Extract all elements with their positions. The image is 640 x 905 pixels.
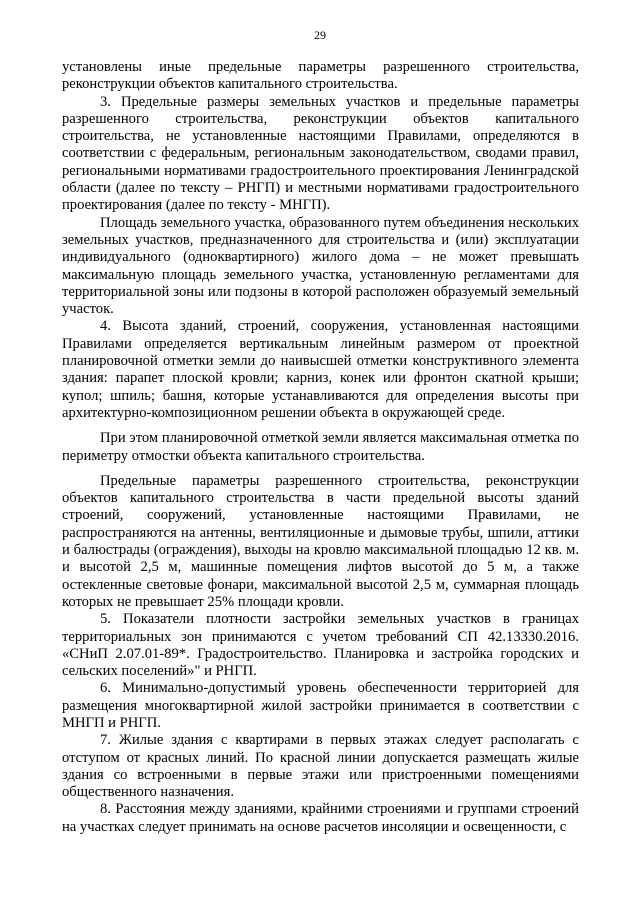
document-body [62,59,579,836]
paragraph-item-3: 3. Предельные размеры земельных участков и предельные параметры разрешенного строительства, реконструкции объектов капитального строительства, не установленные настоящими Правилами, определяются в соответствии с федеральным, региональным законодательством, сводами правил, региональными нормативами градостроительного проектирования Ленинградской области (далее по тексту – РНГП) и местными нормативами градостроительного проектирования (далее по тексту - МНГП). [62,93,579,214]
paragraph-item-7: 7. Жилые здания с квартирами в первых этажах следует располагать с отступом от красных линий. По красной линии допускается размещать жилые здания со встроенными в первые этажи или пристроенными помещениями общественного назначения. [62,732,579,801]
paragraph-item-6: 6. Минимально-допустимый уровень обеспеченности территорией для размещения многоквартирной жилой застройки принимается в соответствии с МНГП и РНГП. [62,680,579,731]
page-number: 29 [314,28,326,42]
paragraph-item-4: 4. Высота зданий, строений, сооружения, установленная настоящими Правилами определяется вертикальным линейным размером от проектной планировочной отметки земли до наивысшей отметки конструктивного элемента здания: парапет плоской кровли; карниз, конек или фронтон скатной крыши; купол; шпиль; башня, которые устанавливаются для определения высоты при архитектурно-композиционном решении объекта в окружающей среде. [62,318,579,421]
paragraph-continuation: установлены иные предельные параметры разрешенного строительства, реконструкции объектов капитального строительства. [62,59,579,93]
paragraph-ground-mark: При этом планировочной отметкой земли является максимальная отметка по периметру отмостки объекта капитального строительства. [62,430,579,464]
paragraph-item-8: 8. Расстояния между зданиями, крайними строениями и группами строений на участках следует принимать на основе расчетов инсоляции и освещенности, с [62,801,579,835]
paragraph-land-plot-area: Площадь земельного участка, образованного путем объединения нескольких земельных участков, предназначенного для строительства и (или) эксплуатации индивидуального (одноквартирного) жилого дома – не может превышать максимальную площадь земельного участка, установленную регламентами для территориальной зоны или подзоны в которой расположен образуемый земельный участок. [62,214,579,318]
paragraph-height-limits: Предельные параметры разрешенного строительства, реконструкции объектов капитального строительства в части предельной высоты зданий строений, сооружений, установленные настоящими Правилами, не распространяются на антенны, вентиляционные и дымовые трубы, шпили, аттики и балюстрады (ограждения), выходы на кровлю максимальной площадью 12 кв. м. и высотой 2,5 м, машинные помещения лифтов высотой до 5 м, а также остекленные световые фонари, максимальной высотой 2,5 м, суммарная площадь которых не превышает 25% площади кровли. [62,472,579,610]
paragraph-item-5: 5. Показатели плотности застройки земельных участков в границах территориальных зон принимаются с учетом требований СП 42.13330.2016. «СНиП 2.07.01-89*. Градостроительство. Планировка и застройка городских и сельских поселений»" и РНГП. [62,611,579,680]
